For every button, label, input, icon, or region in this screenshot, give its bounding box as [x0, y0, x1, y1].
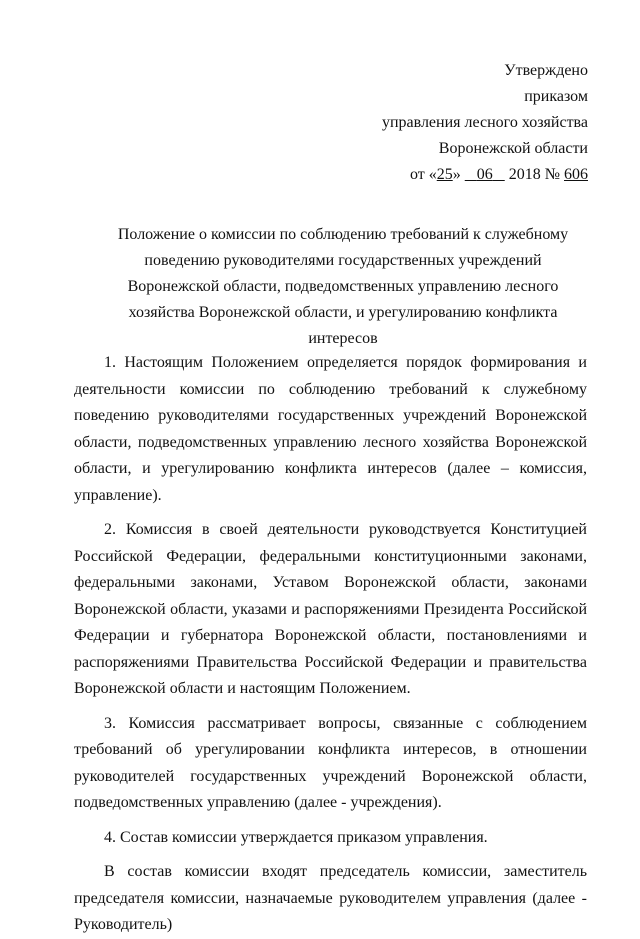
date-prefix: от « [409, 166, 437, 183]
date-month: 06 [476, 166, 493, 183]
approval-line-3: управления лесного хозяйства [381, 114, 588, 131]
order-number: 606 [564, 166, 588, 183]
document-body [74, 350, 587, 939]
paragraph-4: 4. Состав комиссии утверждается приказом управления. [104, 828, 488, 846]
paragraph-3: 3. Комиссия рассматривает вопросы, связанные с соблюдением требований об урегулировании конфликта интересов, в отношении руководителей государственных учреждений Воронежской области, подведомственных управлению (далее - учреждения). [74, 714, 587, 811]
date-day: 25 [436, 166, 453, 183]
approval-date-line [382, 162, 588, 188]
paragraph-5: В состав комиссии входят председатель комиссии, заместитель председателя комиссии, назначаемые руководителем управления (далее - Руководитель) [74, 863, 587, 933]
approval-line-4: Воронежской области [438, 140, 588, 157]
approval-block [382, 58, 588, 188]
paragraph-1: 1. Настоящим Положением определяется порядок формирования и деятельности комиссии по соблюдению требований к служебному поведению руководителями государственных учреждений Воронежской области, подведомственных управлению лесного хозяйства Воронежской области, и урегулированию конфликта интересов (далее – комиссия, управление). [74, 354, 587, 504]
date-year: 2018 № [508, 166, 560, 183]
approval-line-2: приказом [524, 88, 588, 105]
approval-line-1: Утверждено [504, 62, 588, 79]
document-title: Положение о комиссии по соблюдению требований к служебному поведению руководителями государственных учреждений Воронежской области, подведомственных управлению лесного хозяйства Воронежской области, и урегулированию конфликта интересов [117, 226, 569, 347]
date-mid: » [452, 166, 465, 183]
paragraph-2: 2. Комиссия в своей деятельности руководствуется Конституцией Российской Федерации, федеральными конституционными законами, федеральными законами, Уставом Воронежской области, законами Воронежской области, указами и распоряжениями Президента Российской Федерации и губернатора Воронежской области, постановлениями и распоряжениями Правительства Российской Федерации и правительства Воронежской области и настоящим Положением. [74, 521, 587, 697]
